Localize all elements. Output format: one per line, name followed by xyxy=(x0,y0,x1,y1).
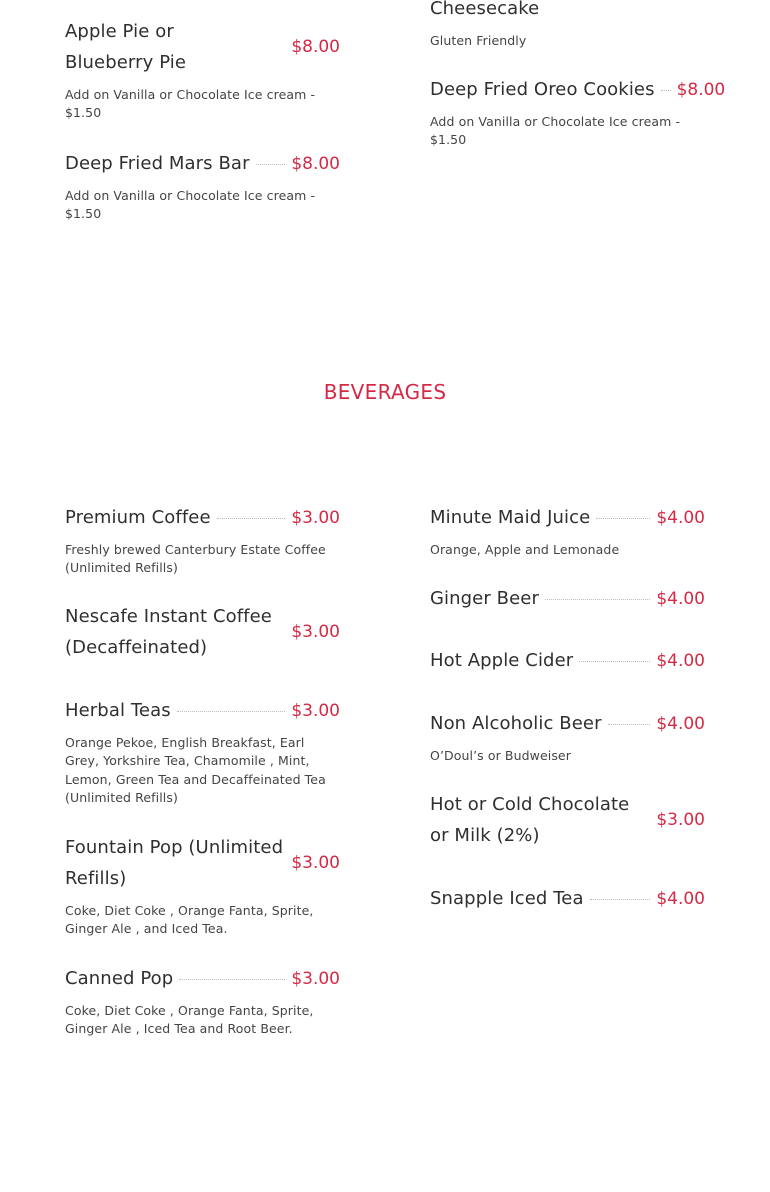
menu-item-price: $4.00 xyxy=(656,507,705,528)
menu-item-price: $3.00 xyxy=(291,853,340,873)
menu-item-name: Ginger Beer xyxy=(430,588,539,609)
menu-item-description: Add on Vanilla or Chocolate Ice cream - $1.50 xyxy=(65,87,316,121)
menu-item-name: Non Alcoholic Beer xyxy=(430,713,602,734)
menu-item-header xyxy=(65,695,340,726)
menu-item-name: Premium Coffee xyxy=(65,507,211,528)
dotted-leader xyxy=(545,599,650,600)
menu-item-header xyxy=(430,74,726,105)
menu-item-description: Orange, Apple and Lemonade xyxy=(430,542,620,557)
menu-item-price: $3.00 xyxy=(291,968,340,989)
menu-item-nescafe-instant-coffee xyxy=(65,601,340,663)
menu-item-description: Gluten Friendly xyxy=(430,33,527,48)
menu-item-price: $3.00 xyxy=(291,700,340,721)
menu-item-name: Nescafe Instant Coffee (Decaffeinated) xyxy=(65,606,272,658)
menu-item-name: Minute Maid Juice xyxy=(430,507,591,528)
menu-item-deep-fried-oreo-cookies xyxy=(430,74,726,150)
menu-item-description: Coke, Diet Coke , Orange Fanta, Sprite, Ginger Ale , Iced Tea and Root Beer. xyxy=(65,1003,314,1037)
dotted-leader xyxy=(608,724,651,725)
menu-item-header xyxy=(430,645,705,676)
dotted-leader xyxy=(579,661,650,662)
menu-item-price: $4.00 xyxy=(656,713,705,734)
menu-item-price: $4.00 xyxy=(656,650,705,671)
menu-item-hot-or-cold-chocolate xyxy=(430,789,705,851)
menu-item-apple-pie xyxy=(65,16,340,123)
dotted-leader xyxy=(217,518,286,519)
menu-item-name: Apple Pie or Blueberry Pie xyxy=(65,21,187,73)
menu-item-header xyxy=(430,708,705,739)
menu-item-deep-fried-mars-bar xyxy=(65,148,340,224)
menu-item-header xyxy=(65,148,340,179)
menu-item-non-alcoholic-beer xyxy=(430,708,705,765)
menu-item-canned-pop xyxy=(65,963,340,1039)
menu-item-description: Freshly brewed Canterbury Estate Coffee (Unlimited Refills) xyxy=(65,542,326,576)
menu-item-hot-apple-cider xyxy=(430,645,705,676)
menu-item-price: $3.00 xyxy=(291,507,340,528)
menu-item-description: Add on Vanilla or Chocolate Ice cream - $1.50 xyxy=(65,188,316,222)
menu-item-price: $4.00 xyxy=(656,588,705,609)
dotted-leader xyxy=(177,711,286,712)
menu-item-description: Orange Pekoe, English Breakfast, Earl Grey, Yorkshire Tea, Chamomile , Mint, Lemon, Green Tea and Decaffeinated Tea (Unlimited Refills) xyxy=(65,735,326,805)
section-title-beverages: BEVERAGES xyxy=(323,380,447,404)
dotted-leader xyxy=(179,979,285,980)
menu-item-premium-coffee xyxy=(65,502,340,578)
dotted-leader xyxy=(661,90,671,91)
menu-item-header xyxy=(430,0,705,24)
menu-item-name: Cheesecake xyxy=(430,0,540,19)
menu-item-description: Add on Vanilla or Chocolate Ice cream - $1.50 xyxy=(430,114,681,148)
menu-item-header xyxy=(430,502,705,533)
menu-item-header xyxy=(65,601,340,663)
menu-item-header xyxy=(430,583,705,614)
menu-item-name: Deep Fried Mars Bar xyxy=(65,153,250,174)
menu-item-fountain-pop xyxy=(65,832,340,939)
menu-item-name: Hot or Cold Chocolate or Milk (2%) xyxy=(430,794,630,846)
menu-item-header xyxy=(430,789,705,851)
dotted-leader xyxy=(590,899,651,900)
menu-item-price: $8.00 xyxy=(291,37,340,57)
menu-item-name: Hot Apple Cider xyxy=(430,650,574,671)
menu-item-name: Herbal Teas xyxy=(65,700,171,721)
menu-item-ginger-beer xyxy=(430,583,705,614)
menu-item-price: $4.00 xyxy=(656,888,705,909)
menu-item-cheesecake xyxy=(430,0,705,50)
menu-item-header xyxy=(65,832,340,894)
menu-item-snapple-iced-tea xyxy=(430,883,705,914)
menu-item-price: $8.00 xyxy=(676,79,726,100)
menu-item-name: Deep Fried Oreo Cookies xyxy=(430,79,655,100)
menu-item-name: Snapple Iced Tea xyxy=(430,888,584,909)
menu-item-header xyxy=(430,883,705,914)
menu-item-name: Fountain Pop (Unlimited Refills) xyxy=(65,837,284,889)
menu-item-header xyxy=(65,502,340,533)
menu-item-description: Coke, Diet Coke , Orange Fanta, Sprite, Ginger Ale , and Iced Tea. xyxy=(65,903,314,937)
menu-item-price: $3.00 xyxy=(291,622,340,642)
menu-item-herbal-teas xyxy=(65,695,340,807)
menu-item-minute-maid-juice xyxy=(430,502,705,559)
menu-item-description: O’Doul’s or Budweiser xyxy=(430,748,571,763)
dotted-leader xyxy=(596,518,650,519)
menu-item-name: Canned Pop xyxy=(65,968,174,989)
menu-item-price: $8.00 xyxy=(291,153,340,174)
dotted-leader xyxy=(256,164,286,165)
menu-item-header xyxy=(65,16,340,78)
menu-item-header xyxy=(65,963,340,994)
menu-item-price: $3.00 xyxy=(656,810,705,830)
